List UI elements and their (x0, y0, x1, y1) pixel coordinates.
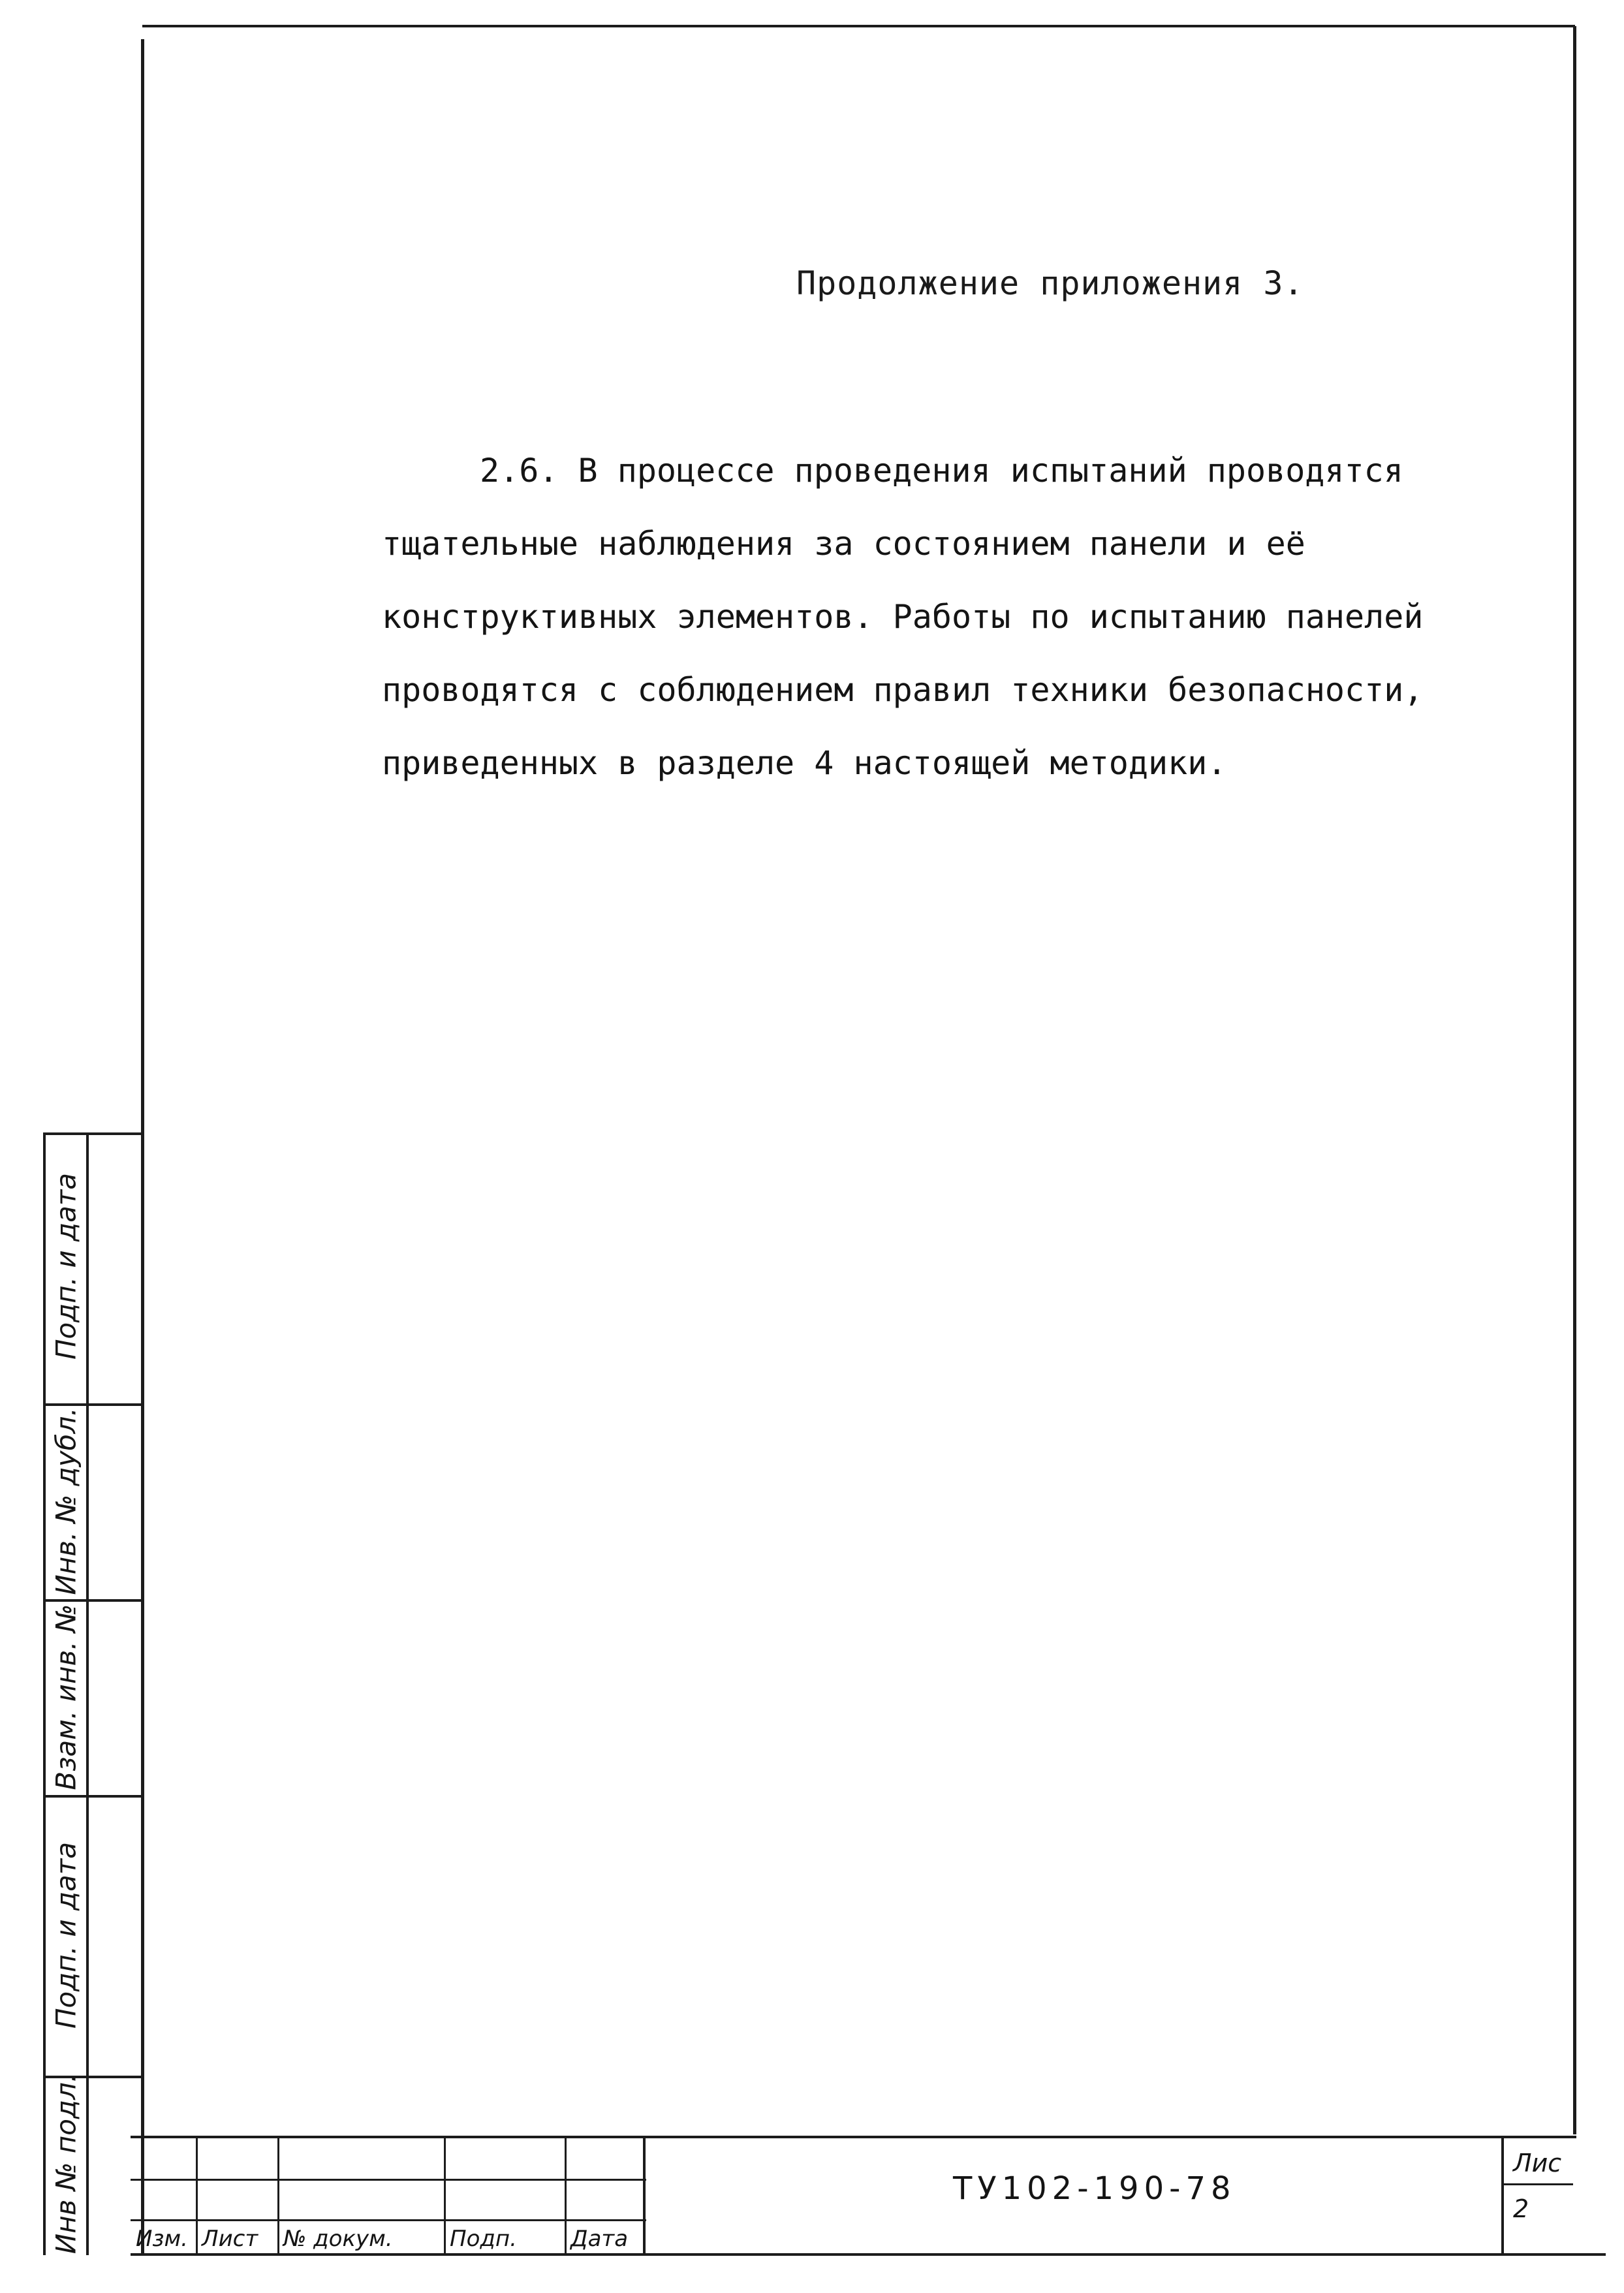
column-header-date: Дата (570, 2226, 629, 2252)
title-block-row-line (131, 2179, 646, 2181)
continuation-heading: Продолжение приложения 3. (796, 264, 1304, 302)
sheet-cell-divider (1501, 2183, 1573, 2185)
side-stamp-top (43, 1132, 142, 1135)
paragraph-line: приведенных в разделе 4 настоящей методики. (382, 744, 1227, 782)
column-header-document-number: № докум. (283, 2226, 393, 2252)
frame-top-border (142, 25, 1575, 27)
sheet-label: Лис (1513, 2149, 1562, 2177)
paragraph-line: проводятся с соблюдением правил техники безопасности, (382, 671, 1424, 709)
sheet-number: 2 (1513, 2194, 1529, 2223)
side-stamp-divider (86, 1132, 89, 2255)
title-block-column-line (1501, 2136, 1504, 2255)
column-header-revision: Изм. (136, 2226, 188, 2252)
title-block-row-line (131, 2219, 646, 2221)
side-stamp-outer-edge (43, 1132, 46, 2255)
paragraph-line: тщательные наблюдения за состоянием панели и её (382, 525, 1305, 563)
document-code: ТУ102-190-78 (953, 2170, 1236, 2207)
paragraph-line: 2.6. В процессе проведения испытаний проводятся (480, 452, 1403, 490)
side-stamp-separator (43, 1599, 142, 1602)
title-block-column-line (643, 2136, 646, 2255)
column-header-sheet: Лист (202, 2226, 258, 2252)
title-block-top-line (131, 2136, 1576, 2138)
side-stamp-separator (43, 1403, 142, 1406)
column-header-signature: Подп. (450, 2226, 517, 2252)
side-stamp-separator (43, 1795, 142, 1798)
body-paragraph (382, 434, 1465, 800)
frame-right-border (1573, 26, 1576, 2134)
paragraph-line: конструктивных элементов. Работы по испытанию панелей (382, 598, 1424, 636)
frame-left-border (141, 39, 144, 2255)
